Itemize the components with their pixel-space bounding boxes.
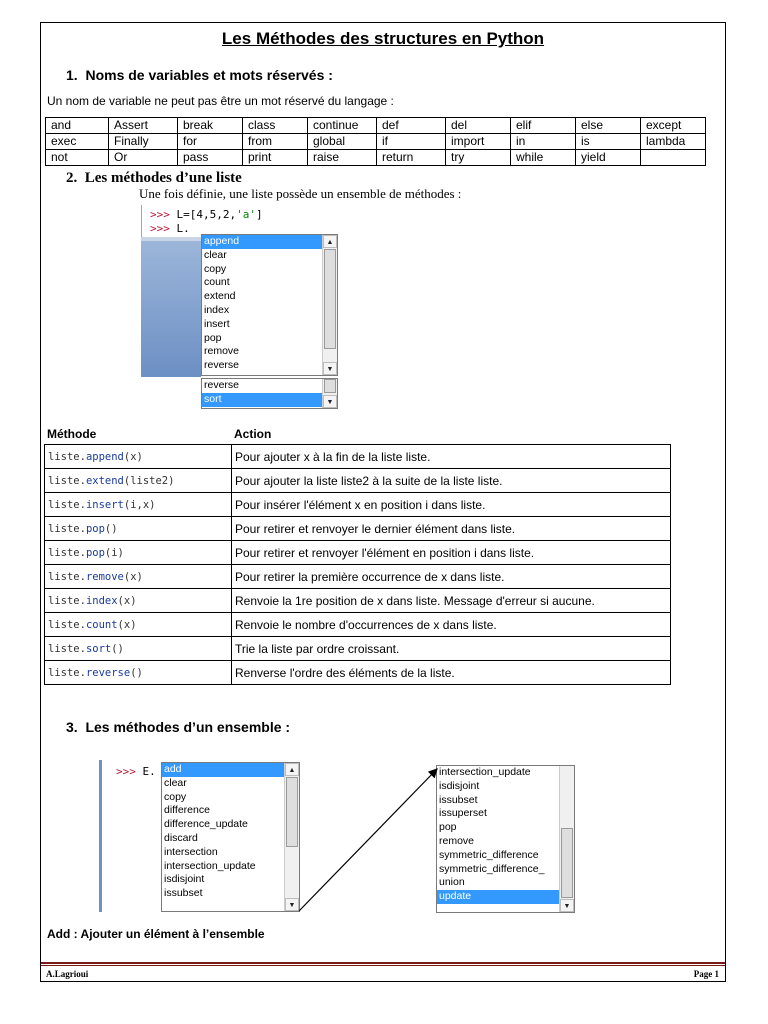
footer-author: A.Lagrioui xyxy=(46,969,89,979)
method-action: Pour insérer l'élément x en position i dans liste. xyxy=(232,493,671,517)
keyword-cell: is xyxy=(576,134,641,150)
scroll-thumb[interactable] xyxy=(324,379,336,393)
scroll-thumb[interactable] xyxy=(324,249,336,349)
keyword-cell: global xyxy=(308,134,377,150)
method-action: Renvoie le nombre d'occurrences de x dans liste. xyxy=(232,613,671,637)
section3-heading: 3. Les méthodes d’un ensemble : xyxy=(66,719,291,735)
keyword-cell: raise xyxy=(308,150,377,166)
table-row xyxy=(45,613,671,637)
method-signature: liste.append(x) xyxy=(45,445,232,469)
table-row xyxy=(45,517,671,541)
keyword-row xyxy=(46,134,706,150)
keyword-cell: else xyxy=(576,118,641,134)
table-row xyxy=(45,469,671,493)
keyword-cell: for xyxy=(178,134,243,150)
scrollbar[interactable] xyxy=(322,379,337,408)
keyword-cell: del xyxy=(446,118,511,134)
method-action: Pour retirer la première occurrence de x dans liste. xyxy=(232,565,671,589)
keyword-cell: lambda xyxy=(641,134,706,150)
keyword-cell: print xyxy=(243,150,308,166)
scroll-up-icon[interactable]: ▲ xyxy=(285,763,299,776)
method-signature: liste.index(x) xyxy=(45,589,232,613)
method-header: Méthode xyxy=(47,427,97,441)
method-signature: liste.sort() xyxy=(45,637,232,661)
autocomplete-list[interactable] xyxy=(201,234,338,376)
table-row xyxy=(45,637,671,661)
keyword-cell: except xyxy=(641,118,706,134)
keyword-cell xyxy=(641,150,706,166)
completion-item[interactable]: clear xyxy=(164,776,187,789)
section1-heading: 1. Noms de variables et mots réservés : xyxy=(66,67,333,83)
completion-item[interactable]: pop xyxy=(439,821,457,834)
keyword-cell: and xyxy=(46,118,109,134)
keyword-cell: def xyxy=(377,118,446,134)
completion-item[interactable]: issuperset xyxy=(439,807,487,820)
method-signature: liste.insert(i,x) xyxy=(45,493,232,517)
method-action: Pour retirer et renvoyer le dernier élément dans liste. xyxy=(232,517,671,541)
completion-item[interactable]: extend xyxy=(204,290,236,303)
completion-item[interactable]: remove xyxy=(439,834,475,847)
completion-item[interactable]: discard xyxy=(164,831,198,844)
keyword-cell: continue xyxy=(308,118,377,134)
scrollbar[interactable] xyxy=(559,766,574,912)
completion-item[interactable]: update xyxy=(437,890,559,904)
keyword-cell: Or xyxy=(109,150,178,166)
keyword-cell: exec xyxy=(46,134,109,150)
arrow-icon xyxy=(297,763,443,913)
code-line-1: >>> L=[4,5,2,'a'] xyxy=(150,208,263,221)
section2-text: Une fois définie, une liste possède un ensemble de méthodes : xyxy=(139,186,462,201)
completion-item[interactable]: difference xyxy=(164,804,210,817)
completion-item[interactable]: reverse xyxy=(204,379,240,391)
keyword-cell: yield xyxy=(576,150,641,166)
method-action: Renverse l'ordre des éléments de la liste. xyxy=(232,661,671,685)
footer-page: Page 1 xyxy=(693,969,719,979)
completion-item[interactable]: difference_update xyxy=(164,818,248,831)
keyword-cell: class xyxy=(243,118,308,134)
table-row xyxy=(45,589,671,613)
completion-item[interactable]: intersection xyxy=(164,845,218,858)
completion-item[interactable]: intersection_update xyxy=(439,766,531,778)
method-signature: liste.pop(i) xyxy=(45,541,232,565)
table-row xyxy=(45,661,671,685)
method-signature: liste.reverse() xyxy=(45,661,232,685)
keyword-cell: while xyxy=(511,150,576,166)
methods-table xyxy=(44,444,671,685)
section3-note: Add : Ajouter un élément à l’ensemble xyxy=(47,927,265,941)
method-action: Pour ajouter x à la fin de la liste liste. xyxy=(232,445,671,469)
method-signature: liste.remove(x) xyxy=(45,565,232,589)
completion-item[interactable]: isdisjoint xyxy=(439,779,480,792)
method-action: Trie la liste par ordre croissant. xyxy=(232,637,671,661)
completion-item[interactable]: issubset xyxy=(439,793,478,806)
scroll-down-icon[interactable]: ▼ xyxy=(323,395,337,408)
keyword-cell: if xyxy=(377,134,446,150)
code-line-set: >>> E. xyxy=(116,765,156,778)
section2-heading: 2. Les méthodes d’une liste xyxy=(66,170,242,186)
completion-item[interactable]: isdisjoint xyxy=(164,873,205,886)
completion-item[interactable]: symmetric_difference xyxy=(439,848,539,861)
scroll-down-icon[interactable]: ▼ xyxy=(560,899,574,912)
keyword-row xyxy=(46,150,706,166)
action-header: Action xyxy=(234,427,272,441)
autocomplete-list-bottom[interactable] xyxy=(201,378,338,409)
keyword-cell: pass xyxy=(178,150,243,166)
method-signature: liste.count(x) xyxy=(45,613,232,637)
keyword-cell: return xyxy=(377,150,446,166)
completion-item[interactable]: sort xyxy=(202,393,322,407)
scroll-down-icon[interactable]: ▼ xyxy=(285,898,299,911)
completion-item[interactable]: insert xyxy=(204,317,230,330)
keyword-cell: not xyxy=(46,150,109,166)
completion-item[interactable]: issubset xyxy=(164,887,203,900)
completion-item[interactable]: count xyxy=(204,276,230,289)
keyword-cell: in xyxy=(511,134,576,150)
autocomplete-set-left[interactable] xyxy=(161,762,300,912)
completion-item[interactable]: reverse xyxy=(204,359,240,372)
keyword-cell: import xyxy=(446,134,511,150)
completion-item[interactable]: add xyxy=(162,763,284,777)
table-row xyxy=(45,565,671,589)
keyword-cell: from xyxy=(243,134,308,150)
page-title: Les Méthodes des structures en Python xyxy=(221,29,545,48)
method-action: Pour ajouter la liste liste2 à la suite de la liste liste. xyxy=(232,469,671,493)
method-action: Renvoie la 1re position de x dans liste. Message d'erreur si aucune. xyxy=(232,589,671,613)
completion-item[interactable]: copy xyxy=(204,262,227,275)
keywords-table xyxy=(45,117,706,166)
table-row xyxy=(45,445,671,469)
completion-item[interactable]: union xyxy=(439,876,465,889)
keyword-cell: try xyxy=(446,150,511,166)
code-line-2: >>> L. xyxy=(150,222,190,235)
method-signature: liste.extend(liste2) xyxy=(45,469,232,493)
keyword-cell: break xyxy=(178,118,243,134)
completion-item[interactable]: append xyxy=(202,235,322,249)
scroll-thumb[interactable] xyxy=(561,828,573,898)
method-action: Pour retirer et renvoyer l'élément en position i dans liste. xyxy=(232,541,671,565)
completion-item[interactable]: copy xyxy=(164,790,187,803)
scroll-up-icon[interactable]: ▲ xyxy=(323,235,337,248)
keyword-cell: Assert xyxy=(109,118,178,134)
footer-rule-thin xyxy=(41,965,725,966)
completion-item[interactable]: symmetric_difference_ xyxy=(439,862,545,875)
ide-set-screenshot xyxy=(99,760,164,912)
keyword-row xyxy=(46,118,706,134)
completion-item[interactable]: remove xyxy=(204,345,240,358)
completion-item[interactable]: clear xyxy=(204,248,227,261)
footer-rule xyxy=(41,962,725,964)
scrollbar[interactable] xyxy=(322,235,337,375)
completion-item[interactable]: index xyxy=(204,303,230,316)
completion-item[interactable]: intersection_update xyxy=(164,859,256,872)
document-page xyxy=(40,22,726,982)
method-signature: liste.pop() xyxy=(45,517,232,541)
section1-text: Un nom de variable ne peut pas être un mot réservé du langage : xyxy=(47,94,394,108)
completion-item[interactable]: pop xyxy=(204,331,222,344)
keyword-cell: elif xyxy=(511,118,576,134)
table-row xyxy=(45,493,671,517)
keyword-cell: Finally xyxy=(109,134,178,150)
autocomplete-set-right[interactable] xyxy=(436,765,575,913)
scroll-down-icon[interactable]: ▼ xyxy=(323,362,337,375)
table-row xyxy=(45,541,671,565)
